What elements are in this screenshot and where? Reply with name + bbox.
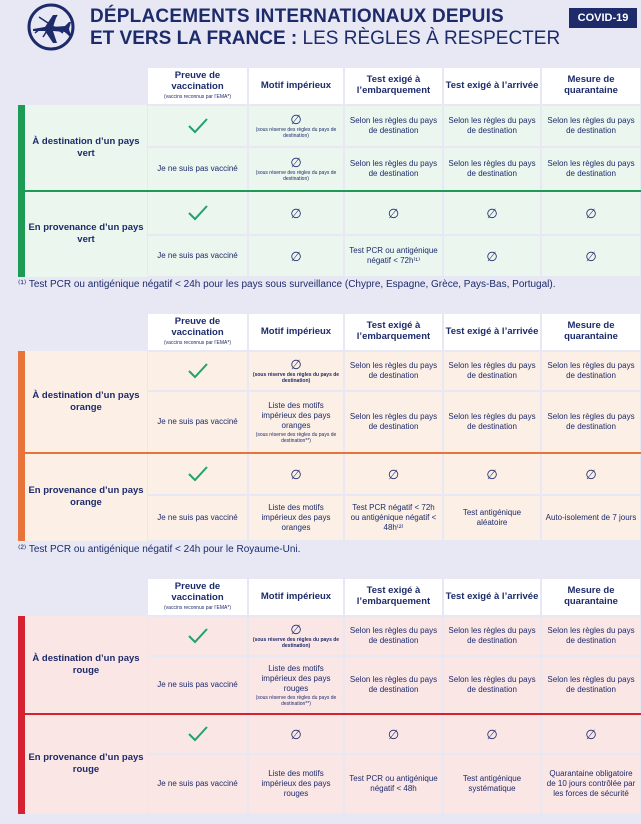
empty-set-icon: ∅ bbox=[387, 726, 400, 742]
row-label-destination: À destination d’un pays vert bbox=[32, 136, 140, 159]
table-cell bbox=[345, 715, 442, 753]
table-cell bbox=[542, 496, 640, 540]
cell-text: Liste des motifs impérieux des pays oranges bbox=[261, 503, 331, 532]
empty-set-icon: ∅ bbox=[486, 205, 498, 221]
empty-set-icon: ∅ bbox=[290, 357, 302, 372]
check-icon bbox=[187, 117, 209, 135]
table-cell bbox=[444, 657, 540, 713]
group-separator bbox=[25, 452, 641, 454]
col-header-label: Preuve de vaccination bbox=[171, 316, 224, 339]
table-cell bbox=[345, 106, 442, 146]
cell-note: (sous réserve des règles du pays de destination) bbox=[255, 127, 337, 139]
table-cell bbox=[249, 192, 343, 234]
table-cell bbox=[249, 352, 343, 390]
table-cell bbox=[148, 392, 247, 452]
table-cell bbox=[148, 454, 247, 494]
table-cell bbox=[542, 392, 640, 452]
table-cell bbox=[444, 496, 540, 540]
table-cell bbox=[148, 755, 247, 813]
col-header-label: Test exigé à l’arrivée bbox=[445, 79, 539, 91]
col-header-test-embarquement bbox=[345, 314, 442, 350]
col-header-quarantaine bbox=[542, 68, 640, 104]
col-header-label: Preuve de vaccination bbox=[171, 70, 224, 93]
col-header-preuve bbox=[148, 68, 247, 104]
cell-text: Test PCR ou antigénique négatif < 48h bbox=[349, 774, 438, 793]
cell-text: Je ne suis pas vacciné bbox=[157, 251, 238, 260]
cell-text: Selon les règles du pays de destination bbox=[547, 626, 635, 645]
covid-badge: COVID-19 bbox=[569, 8, 637, 28]
table-cell bbox=[148, 352, 247, 390]
table-cell bbox=[148, 657, 247, 713]
cell-text: Je ne suis pas vacciné bbox=[157, 164, 238, 173]
table-cell bbox=[444, 148, 540, 190]
row-label-destination: À destination d’un pays orange bbox=[32, 390, 140, 413]
cell-text: Liste des motifs impérieux des pays oranges bbox=[261, 400, 331, 430]
empty-set-icon: ∅ bbox=[486, 466, 498, 482]
group-separator bbox=[25, 190, 641, 192]
table-cell bbox=[542, 236, 640, 276]
table-cell bbox=[345, 236, 442, 276]
col-header-label: Motif impérieux bbox=[260, 79, 332, 91]
cell-text: Test antigénique systématique bbox=[462, 774, 522, 793]
rules-section bbox=[0, 67, 641, 277]
table-cell bbox=[542, 657, 640, 713]
cell-text: Selon les règles du pays de destination bbox=[448, 361, 536, 380]
row-label-provenance: En provenance d’un pays rouge bbox=[28, 752, 144, 775]
empty-set-icon: ∅ bbox=[290, 205, 302, 221]
col-header-label: Mesure de quarantaine bbox=[564, 320, 618, 342]
table-cell bbox=[249, 657, 343, 713]
col-header-label: Preuve de vaccination bbox=[171, 581, 224, 604]
col-header-label: Mesure de quarantaine bbox=[564, 585, 618, 607]
cell-text: Selon les règles du pays de destination bbox=[547, 361, 635, 380]
check-icon bbox=[187, 725, 209, 743]
cell-text: Je ne suis pas vacciné bbox=[157, 513, 238, 522]
col-header-test-arrivee bbox=[444, 68, 540, 104]
empty-set-icon: ∅ bbox=[585, 466, 597, 482]
col-header-label: Mesure de quarantaine bbox=[564, 74, 618, 96]
col-header-subtitle: (vaccins reconnus par l’EMA*) bbox=[164, 340, 231, 347]
table-cell bbox=[249, 496, 343, 540]
cell-text: Je ne suis pas vacciné bbox=[157, 680, 238, 689]
cell-text: Selon les règles du pays de destination bbox=[349, 361, 438, 380]
empty-set-icon: ∅ bbox=[486, 248, 498, 264]
row-label-provenance: En provenance d’un pays orange bbox=[28, 485, 144, 508]
table-cell bbox=[249, 715, 343, 753]
cell-text: Liste des motifs impérieux des pays rouges bbox=[261, 769, 331, 798]
table-cell bbox=[444, 192, 540, 234]
cell-text: Selon les règles du pays de destination bbox=[349, 675, 438, 694]
cell-text: Liste des motifs impérieux des pays rouges bbox=[261, 663, 331, 693]
cell-text: Je ne suis pas vacciné bbox=[157, 779, 238, 788]
table-cell bbox=[345, 148, 442, 190]
cell-text: Selon les règles du pays de destination bbox=[448, 159, 536, 178]
cell-text: Test PCR négatif < 72h ou antigénique négatif < 48h⁽²⁾ bbox=[350, 503, 437, 532]
empty-set-icon: ∅ bbox=[585, 248, 597, 264]
col-header-subtitle: (vaccins reconnus par l’EMA*) bbox=[164, 605, 231, 612]
cell-text: Selon les règles du pays de destination bbox=[349, 412, 438, 431]
col-header-subtitle: (vaccins reconnus par l’EMA*) bbox=[164, 94, 231, 101]
col-header-motif bbox=[249, 314, 343, 350]
table-cell bbox=[345, 392, 442, 452]
table-cell bbox=[249, 236, 343, 276]
empty-set-icon: ∅ bbox=[290, 726, 302, 742]
cell-note: (sous réserve des règles du pays de destination**) bbox=[255, 431, 337, 444]
cell-text: Selon les règles du pays de destination bbox=[547, 116, 635, 135]
table-cell bbox=[345, 657, 442, 713]
col-header-test-arrivee bbox=[444, 314, 540, 350]
check-icon bbox=[187, 465, 209, 483]
col-header-preuve bbox=[148, 314, 247, 350]
col-header-motif bbox=[249, 68, 343, 104]
cell-text: Selon les règles du pays de destination bbox=[547, 159, 635, 178]
empty-set-icon: ∅ bbox=[290, 248, 302, 264]
zone-color-bar bbox=[18, 105, 25, 277]
col-header-label: Test exigé à l’embarquement bbox=[356, 585, 431, 607]
cell-note: (sous réserve des règles du pays de destination) bbox=[255, 170, 337, 182]
table-cell bbox=[444, 106, 540, 146]
cell-text: Selon les règles du pays de destination bbox=[448, 626, 536, 645]
rules-grid bbox=[147, 67, 641, 277]
table-cell bbox=[148, 617, 247, 655]
cell-text: Selon les règles du pays de destination bbox=[448, 116, 536, 135]
col-header-label: Test exigé à l’arrivée bbox=[445, 590, 539, 602]
table-cell bbox=[345, 617, 442, 655]
col-header-label: Motif impérieux bbox=[260, 590, 332, 602]
table-cell bbox=[345, 496, 442, 540]
table-cell bbox=[249, 617, 343, 655]
table-cell bbox=[249, 148, 343, 190]
rules-grid bbox=[147, 313, 641, 541]
page-title: DÉPLACEMENTS INTERNATIONAUX DEPUIS bbox=[90, 6, 504, 27]
cell-text: Test PCR ou antigénique négatif < 72h⁽¹⁾ bbox=[349, 246, 438, 265]
table-cell bbox=[444, 236, 540, 276]
table-cell bbox=[148, 496, 247, 540]
cell-text: Selon les règles du pays de destination bbox=[547, 675, 635, 694]
col-header-label: Motif impérieux bbox=[260, 325, 332, 337]
table-cell bbox=[249, 392, 343, 452]
cell-note: (sous réserve des règles du pays de destination**) bbox=[255, 694, 337, 707]
table-cell bbox=[444, 454, 540, 494]
col-header-label: Test exigé à l’embarquement bbox=[356, 320, 431, 342]
col-header-quarantaine bbox=[542, 579, 640, 615]
table-cell bbox=[148, 106, 247, 146]
table-cell bbox=[542, 715, 640, 753]
col-header-test-embarquement bbox=[345, 68, 442, 104]
table-cell bbox=[444, 352, 540, 390]
col-header-label: Test exigé à l’arrivée bbox=[445, 325, 539, 337]
col-header-preuve bbox=[148, 579, 247, 615]
col-header-test-embarquement bbox=[345, 579, 442, 615]
table-cell bbox=[148, 192, 247, 234]
table-cell bbox=[444, 617, 540, 655]
empty-set-icon: ∅ bbox=[486, 726, 498, 742]
group-separator bbox=[25, 713, 641, 715]
table-cell bbox=[345, 454, 442, 494]
table-cell bbox=[444, 715, 540, 753]
cell-note: (sous réserve des règles du pays de destination) bbox=[252, 637, 340, 649]
check-icon bbox=[187, 362, 209, 380]
table-cell bbox=[542, 192, 640, 234]
empty-set-icon: ∅ bbox=[387, 466, 400, 482]
row-label-destination: À destination d’un pays rouge bbox=[32, 653, 140, 676]
table-cell bbox=[249, 755, 343, 813]
cell-text: Selon les règles du pays de destination bbox=[349, 116, 438, 135]
cell-text: Test antigénique aléatoire bbox=[462, 508, 522, 527]
empty-set-icon: ∅ bbox=[585, 726, 597, 742]
page-subtitle: ET VERS LA FRANCE : LES RÈGLES À RESPECTER bbox=[90, 28, 561, 49]
col-header-label: Test exigé à l’embarquement bbox=[356, 74, 431, 96]
table-cell bbox=[148, 148, 247, 190]
table-cell bbox=[345, 755, 442, 813]
cell-text: Selon les règles du pays de destination bbox=[349, 626, 438, 645]
table-cell bbox=[148, 236, 247, 276]
cell-text: Selon les règles du pays de destination bbox=[448, 675, 536, 694]
col-header-test-arrivee bbox=[444, 579, 540, 615]
table-cell bbox=[542, 454, 640, 494]
rules-section bbox=[0, 578, 641, 814]
table-cell bbox=[249, 454, 343, 494]
table-cell bbox=[345, 352, 442, 390]
rules-section bbox=[0, 313, 641, 541]
cell-text: Selon les règles du pays de destination bbox=[349, 159, 438, 178]
table-cell bbox=[345, 192, 442, 234]
empty-set-icon: ∅ bbox=[585, 205, 597, 221]
cell-text: Je ne suis pas vacciné bbox=[157, 417, 238, 426]
cell-note: (sous réserve des règles du pays de destination) bbox=[252, 372, 340, 384]
table-cell bbox=[542, 755, 640, 813]
empty-set-icon: ∅ bbox=[290, 112, 302, 127]
cell-text: Selon les règles du pays de destination bbox=[448, 412, 536, 431]
airplane-globe-icon bbox=[27, 3, 75, 51]
check-icon bbox=[187, 204, 209, 222]
empty-set-icon: ∅ bbox=[290, 155, 302, 170]
cell-text: Auto-isolement de 7 jours bbox=[545, 513, 637, 522]
table-cell bbox=[444, 392, 540, 452]
empty-set-icon: ∅ bbox=[290, 466, 302, 482]
cell-text: Quarantaine obligatoire de 10 jours contrôlée par les forces de sécurité bbox=[546, 769, 636, 798]
footnote: ⁽¹⁾ Test PCR ou antigénique négatif < 24h pour les pays sous surveillance (Chypre, Espagne, Grèce, Pays-Bas, Portugal). bbox=[18, 279, 556, 290]
table-cell bbox=[542, 148, 640, 190]
footnote: ⁽²⁾ Test PCR ou antigénique négatif < 24h pour le Royaume-Uni. bbox=[18, 544, 301, 555]
table-cell bbox=[249, 106, 343, 146]
row-label-provenance: En provenance d’un pays vert bbox=[28, 222, 144, 245]
empty-set-icon: ∅ bbox=[387, 205, 400, 221]
page-header bbox=[0, 0, 641, 64]
cell-text: Selon les règles du pays de destination bbox=[547, 412, 635, 431]
col-header-motif bbox=[249, 579, 343, 615]
col-header-quarantaine bbox=[542, 314, 640, 350]
empty-set-icon: ∅ bbox=[290, 622, 302, 637]
table-cell bbox=[148, 715, 247, 753]
table-cell bbox=[542, 106, 640, 146]
zone-color-bar bbox=[18, 616, 25, 814]
table-cell bbox=[542, 352, 640, 390]
table-cell bbox=[444, 755, 540, 813]
zone-color-bar bbox=[18, 351, 25, 541]
check-icon bbox=[187, 627, 209, 645]
table-cell bbox=[542, 617, 640, 655]
rules-grid bbox=[147, 578, 641, 814]
